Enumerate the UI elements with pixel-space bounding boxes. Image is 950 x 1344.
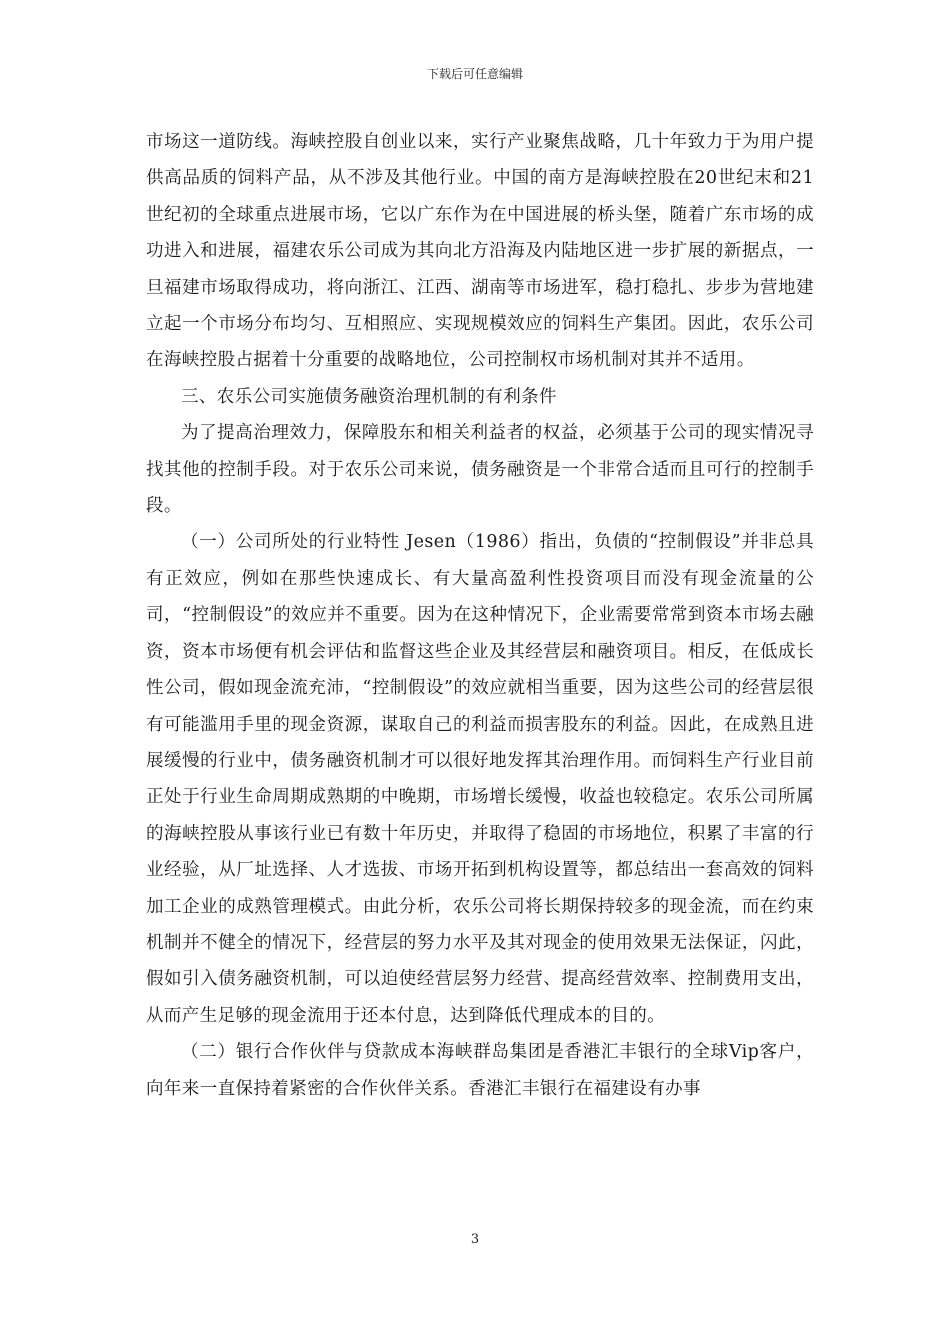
section-heading: 三、农乐公司实施债务融资治理机制的有利条件 bbox=[181, 386, 557, 407]
paragraph: （二）银行合作伙伴与贷款成本海峡群岛集团是香港汇丰银行的全球Vip客户，向年来一直保持着紧密的合作伙伴关系。香港汇丰银行在福建设有办事 bbox=[146, 1042, 814, 1099]
paragraph-continuation: 市场这一道防线。海峡控股自创业以来，实行产业聚焦战略，几十年致力于为用户提供高品质的饲料产品，从不涉及其他行业。中国的南方是海峡控股在20世纪末和21世纪初的全球重点进展市场，它以广东作为在中国进展的桥头堡，随着广东市场的成功进入和进展，福建农乐公司成为其向北方沿海及内陆地区进一步扩展的新据点，一旦福建市场取得成功，将向浙江、江西、湖南等市场进军，稳打稳扎、步步为营地建立起一个市场分布均匀、互相照应、实现规模效应的饲料生产集团。因此，农乐公司在海峡控股占据着十分重要的战略地位，公司控制权市场机制对其并不适用。 bbox=[146, 132, 814, 371]
paragraph: （一）公司所处的行业特性 Jesen（1986）指出，负债的“控制假设”并非总具有正效应，例如在那些快速成长、有大量高盈利性投资项目而没有现金流量的公司，“控制假设”的效应并不重要。因为在这种情况下，企业需要常常到资本市场去融资，资本市场便有机会评估和监督这些企业及其经营层和融资项目。相反，在低成长性公司，假如现金流充沛，“控制假设”的效应就相当重要，因为这些公司的经营层很有可能滥用手里的现金资源，谋取自己的利益而损害股东的利益。因此，在成熟且进展缓慢的行业中，债务融资机制才可以很好地发挥其治理作用。而饲料生产行业目前正处于行业生命周期成熟期的中晚期，市场增长缓慢，收益也较稳定。农乐公司所属的海峡控股从事该行业已有数十年历史，并取得了稳固的市场地位，积累了丰富的行业经验，从厂址选择、人才选拔、市场开拓到机构设置等，都总结出一套高效的饲料加工企业的成熟管理模式。由此分析，农乐公司将长期保持较多的现金流，而在约束机制并不健全的情况下，经营层的努力水平及其对现金的使用效果无法保证，闪此，假如引入债务融资机制，可以迫使经营层努力经营、提高经营效率、控制费用支出，从而产生足够的现金流用于还本付息，达到降低代理成本的目的。 bbox=[146, 532, 814, 1026]
page-number: 3 bbox=[470, 1232, 480, 1247]
document-body bbox=[146, 124, 814, 1107]
paragraph: 为了提高治理效力，保障股东和相关利益者的权益，必须基于公司的现实情况寻找其他的控制手段。对于农乐公司来说，债务融资是一个非常合适而且可行的控制手段。 bbox=[146, 423, 814, 517]
page-header: 下载后可任意编辑 bbox=[426, 67, 523, 81]
